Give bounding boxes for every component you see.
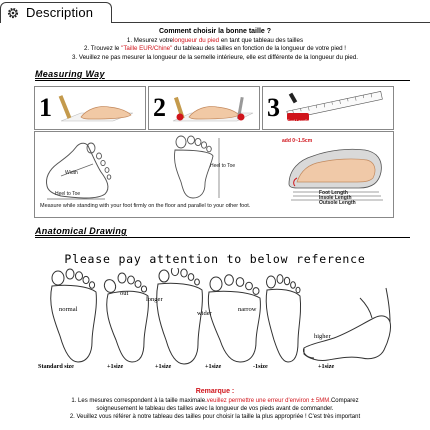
narrow-label: narrow — [238, 306, 257, 313]
size-label-out: +1size — [107, 363, 124, 370]
remarks-title: Remarque : — [195, 388, 235, 395]
size-label-standard: Standard size — [38, 363, 74, 370]
remark-line-2: soigneusement le tableau des tailles avec la longueur de vos pieds avant de commander. — [96, 406, 334, 412]
heel-to-toe-label-2: Heel to Toe — [210, 163, 236, 169]
out-label: out — [120, 290, 129, 297]
step-number: 3 — [267, 93, 280, 122]
add-allowance-label: add 0~1.5cm — [282, 138, 313, 144]
instructions-title: Comment choisir la bonne taille ? — [158, 28, 272, 35]
size-label-longer: +1size — [155, 363, 172, 370]
foot-on-paper-illustration — [53, 91, 143, 127]
wider-label: wider — [197, 310, 212, 317]
foot-types-illustration — [30, 268, 410, 368]
higher-label: higher — [314, 333, 331, 340]
foot-with-ruler-illustration — [167, 91, 257, 127]
insole-length-label: Insole Length — [319, 195, 352, 201]
size-label-wider: +1size — [205, 363, 222, 370]
size-label-higher: +1size — [318, 363, 335, 370]
remarks-body — [0, 397, 430, 421]
foot-length-label: Foot Length — [319, 190, 348, 196]
normal-label: normal — [59, 306, 78, 313]
page-title: Description — [26, 5, 94, 20]
step-number: 1 — [39, 93, 52, 122]
remark-line-1: 1. Les mesures correspondent à la taille maximale.veuillez permettre une erreur d'environ ± 5MM.Comparez — [71, 398, 359, 404]
measure-step-1 — [34, 86, 146, 130]
anatomical-drawing-title: Anatomical Drawing — [35, 226, 127, 236]
instruction-line-3: 3. Veuillez ne pas mesurer la longueur de la semelle intérieure, elle est différente de la longueur du pied. — [71, 53, 359, 61]
longer-label: longer — [146, 296, 163, 303]
footprint-width-diagram — [41, 136, 121, 202]
size-label-narrow: -1size — [253, 363, 268, 370]
measure-step-3 — [262, 86, 394, 130]
header-tab — [0, 2, 112, 23]
step-number: 2 — [153, 93, 166, 122]
foot-length-tag: Foot Length — [287, 118, 309, 123]
measuring-rule — [35, 80, 410, 81]
heel-to-toe-label: Heel to Toe — [55, 191, 81, 197]
header — [0, 0, 430, 24]
size-instructions — [0, 28, 430, 62]
width-label: Width — [65, 170, 78, 176]
remark-line-3: 2. Veuillez vous référer à notre tableau des tailles pour choisir la taille la plus appropriée ! C'est très important — [69, 414, 361, 420]
measuring-way-title: Measuring Way — [35, 69, 105, 79]
instruction-line-2: 2. Trouvez le "Taille EUR/Chine" du tableau des tailles en fonction de la longueur de votre pied ! — [83, 45, 347, 53]
gear-icon — [6, 6, 20, 20]
measurement-caption: Measure while standing with your foot firmly on the floor and parallel to your other foot. — [40, 203, 251, 209]
measure-step-2 — [148, 86, 260, 130]
attention-heading: Please pay attention to below reference — [64, 252, 366, 266]
anatomical-rule — [35, 237, 410, 238]
instruction-line-1: 1. Mesurez votrelongueur du pied en tant que tableau des tailles — [126, 36, 304, 44]
outsole-length-label: Outsole Length — [319, 200, 356, 206]
